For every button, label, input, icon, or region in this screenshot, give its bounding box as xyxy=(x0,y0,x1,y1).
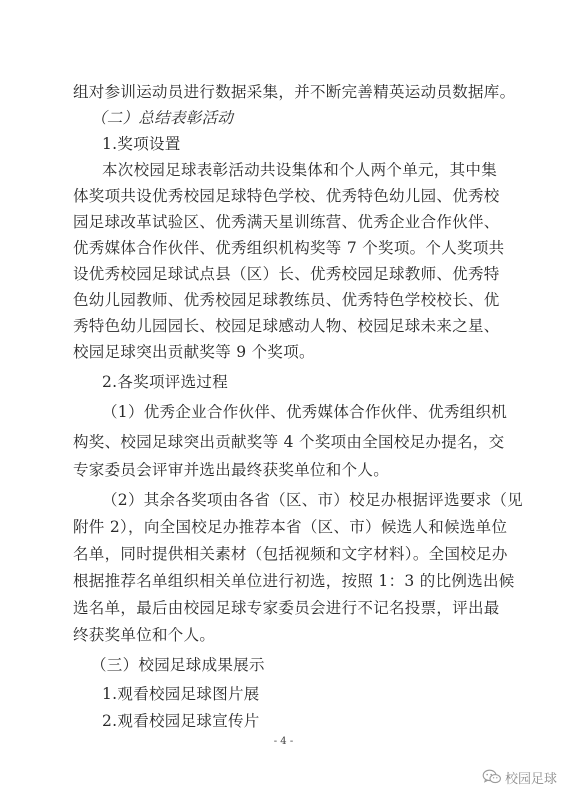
text-line: 附件 2），向全国校足办推荐本省（区、市）候选人和候选单位 xyxy=(73,518,508,536)
subsection-heading: 1.奖项设置 xyxy=(102,135,181,153)
section-heading: （三）校园足球成果展示 xyxy=(91,656,265,674)
text-line: 选名单，最后由校园足球专家委员会进行不记名投票，评出最 xyxy=(73,599,500,617)
text-line: 专家委员会评审并选出最终获奖单位和个人。 xyxy=(73,461,390,479)
text-line: 体奖项共设优秀校园足球特色学校、优秀特色幼儿园、优秀校 xyxy=(73,187,500,205)
subsection-heading: 2.观看校园足球宣传片 xyxy=(102,712,260,730)
text-line: 组对参训运动员进行数据采集，并不断完善精英运动员数据库。 xyxy=(73,83,516,101)
text-line: 秀特色幼儿园园长、校园足球感动人物、校园足球未来之星、 xyxy=(73,317,500,335)
section-heading: （二）总结表彰活动 xyxy=(91,109,234,127)
subsection-heading: 2.各奖项评选过程 xyxy=(102,373,228,391)
text-line: 构奖、校园足球突出贡献奖等 4 个奖项由全国校足办提名，交 xyxy=(73,433,505,451)
watermark xyxy=(482,766,557,788)
text-line: 色幼儿园教师、优秀校园足球教练员、优秀特色学校校长、优 xyxy=(73,291,500,309)
watermark-label: 校园足球 xyxy=(504,771,557,787)
text-line: 园足球改革试验区、优秀满天星训练营、优秀企业合作伙伴、 xyxy=(73,213,500,231)
wechat-icon xyxy=(482,769,502,785)
page-number: - 4 - xyxy=(273,736,294,747)
text-line: 名单，同时提供相关素材（包括视频和文字材料）。全国校足办 xyxy=(73,545,508,563)
text-line: （2）其余各奖项由各省（区、市）校足办根据评选要求（见 xyxy=(102,491,523,509)
subsection-heading: 1.观看校园足球图片展 xyxy=(102,685,260,703)
text-line: 本次校园足球表彰活动共设集体和个人两个单元，其中集 xyxy=(102,161,498,179)
text-line: 校园足球突出贡献奖等 9 个奖项。 xyxy=(73,343,315,361)
text-line: 终获奖单位和个人。 xyxy=(73,626,216,644)
text-line: （1）优秀企业合作伙伴、优秀媒体合作伙伴、优秀组织机 xyxy=(102,403,508,421)
text-line: 设优秀校园足球试点县（区）长、优秀校园足球教师、优秀特 xyxy=(73,265,500,283)
text-line: 优秀媒体合作伙伴、优秀组织机构奖等 7 个奖项。个人奖项共 xyxy=(73,239,505,257)
text-line: 根据推荐名单组织相关单位进行初选，按照 1：3 的比例选出候 xyxy=(73,572,515,590)
